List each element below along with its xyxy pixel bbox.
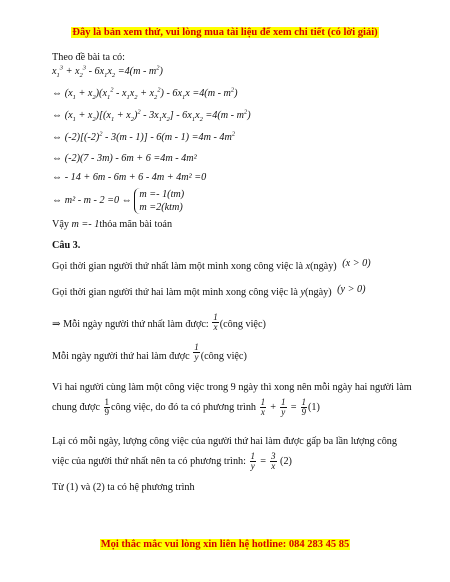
fraction-1-over-x: $\frac{1}{x}$ <box>213 312 218 332</box>
equation-step-1: ⇔ $(x_1 + x_2)(x_1^2 - x_1x_2 + x_2^2) - 6x_1x =4(m - m^2)$ <box>52 86 238 102</box>
section-heading: Câu 3. <box>52 240 81 251</box>
fraction-1-over-y: $\frac{1}{y}$ <box>194 342 199 362</box>
conclusion-line: Vậy m =- 1thỏa mãn bài toán <box>52 219 173 230</box>
footer-banner: Mọi thắc mắc vui lòng xin liên hệ hotline: 084 283 45 85 <box>100 539 350 550</box>
fraction-1-over-9: $\frac{1}{9}$ <box>104 397 110 417</box>
equation-step-4: ⇔ (-2)(7 - 3m) - 6m + 6 =4m - 4m² <box>52 153 197 164</box>
paragraph-6-line-1: Lại có mỗi ngày, lượng công việc của người thứ hai làm được gấp ba lần lượng công <box>52 436 397 447</box>
equation-line-1: $x_1^3 + x_2^3 - 6x_1x_2 =4(m - m^2)$ <box>52 64 163 80</box>
paragraph-3: ⇒ Mỗi ngày người thứ nhất làm được: $\frac{1}{x}$ (công việc) <box>52 312 266 332</box>
paragraph-5-line-2: chung được $\frac{1}{9}$ công việc, do đó ta có phương trình $\frac{1}{x}$ + $\frac{1}{y}$ = $\frac{1}{9}$ (1) <box>52 397 320 417</box>
equation-2: $\frac{1}{y}$ = $\frac{3}{x}$ (2) <box>250 451 292 471</box>
paragraph-6-line-2: việc của người thứ nhất nên ta có phương trình: $\frac{1}{y}$ = $\frac{3}{x}$ (2) <box>52 451 292 471</box>
paragraph-4: Mỗi ngày người thứ hai làm được $\frac{1}{y}$ (công việc) <box>52 342 247 362</box>
equation-step-2: ⇔ $(x_1 + x_2)[(x_1 + x_2)^2 - 3x_1x_2] - 6x_1x_2 =4(m - m^2)$ <box>52 108 251 124</box>
solution-cases: m =- 1(tm) m =2(ktm) <box>134 188 184 214</box>
intro-line: Theo đề bài ta có: <box>52 52 125 63</box>
header-banner: Đây là bản xem thử, vui lòng mua tài liệu để xem chi tiết (có lời giải) <box>72 27 378 38</box>
paragraph-7: Từ (1) và (2) ta có hệ phương trình <box>52 482 195 493</box>
equation-step-3: ⇔ $(-2)[(-2)^2 - 3(m - 1)] - 6(m - 1) =4m - 4m^2$ <box>52 130 236 143</box>
equation-step-5: ⇔ - 14 + 6m - 6m + 6 - 4m + 4m² =0 <box>52 172 207 183</box>
paragraph-5-line-1: Vì hai người cùng làm một công việc trong 9 ngày thì xong nên mỗi ngày hai người làm <box>52 382 412 393</box>
equation-1: $\frac{1}{x}$ + $\frac{1}{y}$ = $\frac{1}{9}$ (1) <box>260 397 320 417</box>
paragraph-2: Gọi thời gian người thứ hai làm một mình xong công việc là y(ngày) (y > 0) <box>52 284 366 298</box>
equation-step-6: ⇔ m² - m - 2 =0 ⇔ m =- 1(tm) m =2(ktm) <box>52 189 185 213</box>
paragraph-1: Gọi thời gian người thứ nhất làm một mình xong công việc là x(ngày) (x > 0) <box>52 258 371 272</box>
